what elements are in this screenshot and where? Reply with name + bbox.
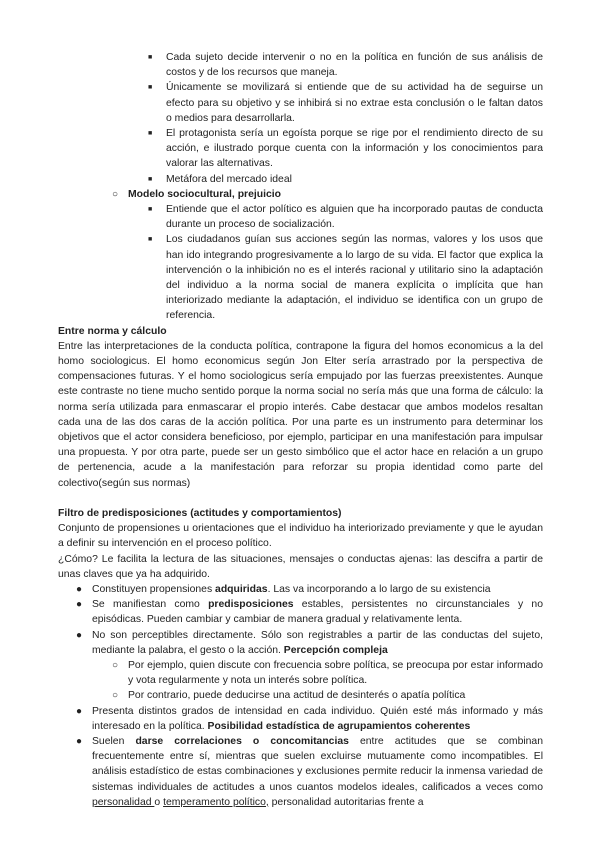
square-bullet-icon: ■ [148,84,153,92]
circle-bullet-icon: ○ [112,659,119,671]
list-item: ■ Únicamente se movilizará si entiende que de su actividad ha de seguirse un efecto para su objetivo y se inhibirá si no extrae esta conclusión o le faltan datos o medios para desarrollarla. [148,82,543,124]
bullet-icon: ● [76,629,83,641]
section-heading: Entre norma y cálculo [58,325,167,337]
list-item: ○ Por ejemplo, quien discute con frecuencia sobre política, se preocupa por estar informado y vota regularmente y nota un interés sobre política. [112,659,543,687]
bullet-icon: ● [76,599,83,611]
list-item: ■ Los ciudadanos guían sus acciones según las normas, valores y los usos que han ido integrando progresivamente a lo largo de su vida. El factor que explica la intervención o la inhibición no es el interés racional y utilitario sino la adaptación del individuo a la norma social de manera explícita o implícita que han interiorizado mediante la adaptación, el individuo se identifica con un grupo de referencia. [148,234,543,322]
list-item: ■ Cada sujeto decide intervenir o no en la política en función de sus análisis de costos y de los recursos que maneja. [148,52,543,79]
square-bullet-icon: ■ [148,130,153,138]
list-item: ■ Entiende que el actor político es alguien que ha incorporado pautas de conducta durante un proceso de socialización. [148,204,543,231]
list-item: ● Suelen darse correlaciones o concomitancias entre actitudes que se combinan frecuentemente entre sí, mientras que suelen excluirse mutuamente como incompatibles. El análisis estadístico de estas combinaciones y exclusiones permite reducir la inmensa variedad de sistemas individuales de actitudes a unos cuantos modelos ideales, calificados a veces como personalidad o temperamento político, personalidad autoritarias frente a [76,735,543,808]
list-item: ● Se manifiestan como predisposiciones estables, persistentes no circunstanciales y no episódicas. Pueden cambiar y cambiar de manera gradual y relativamente lenta. [76,599,543,626]
circle-bullet-icon: ○ [112,188,119,200]
square-bullet-icon: ■ [148,54,153,61]
list-item: ■ El protagonista sería un egoísta porque se rige por el rendimiento directo de su acción, e ilustrado porque cuenta con la información y los conocimientos para valorar las alternativas. [148,128,543,170]
square-bullet-icon: ■ [148,175,153,183]
list-item: ● Constituyen propensiones adquiridas. Las va incorporando a lo largo de su existencia [58,582,543,597]
list-item: ○ Por contrario, puede deducirse una actitud de desinterés o apatía política [58,688,543,703]
list-item: ● No son perceptibles directamente. Sólo son registrables a partir de las conductas del sujeto, mediante la palabra, el gesto o la acción. Percepción compleja [76,629,543,656]
paragraph: Entre las interpretaciones de la conducta política, contrapone la figura del homos economicus a la del homo sociologicus. El homo economicus según Jon Elter sería arrastrado por la perspectiva de compensaciones futuras. Y el homo sociologicus sería empujado por las fuerzas preexistentes. Aunque este contraste no tiene mucho sentido porque la norma social no sería más que una forma de cálculo: la norma sería utilizada para enmascarar el propio interés. Cabe destacar que ambos modelos resaltan cada una de las dos caras de la acción política. Por una parte es un instrumento para determinar los objetivos que el actor considera beneficioso, por ejemplo, participar en una manifestación para impulsar una propuesta. Y por otra parte, puede ser un gesto simbólico que el actor hace en relación a un grupo de pertenencia, acude a la manifestación para reforzar su propia identidad como parte del colectivo(según sus normas) [58,340,543,489]
square-bullet-icon: ■ [148,236,153,244]
list-item: ○ Modelo sociocultural, prejuicio [58,187,543,202]
list-item: ● Presenta distintos grados de intensidad en cada individuo. Quién esté más informado y más interesado en la política. Posibilidad estadística de agrupamientos coherentes [76,705,543,732]
paragraph: Conjunto de propensiones u orientaciones que el individuo ha interiorizado previamente y que le ayudan a definir su intervención en el proceso político. [58,523,543,550]
circle-bullet-icon: ○ [112,690,119,702]
document-page [58,50,543,810]
section-heading: Filtro de predisposiciones (actitudes y comportamientos) [58,507,342,519]
list-item: ■ Metáfora del mercado ideal [58,172,543,187]
bullet-icon: ● [76,583,83,595]
paragraph: ¿Cómo? Le facilita la lectura de las situaciones, mensajes o conductas ajenas: las descifra a partir de unas claves que ya ha adquirido. [58,553,543,580]
bullet-icon: ● [76,735,83,747]
bullet-icon: ● [76,705,83,717]
square-bullet-icon: ■ [148,206,153,214]
